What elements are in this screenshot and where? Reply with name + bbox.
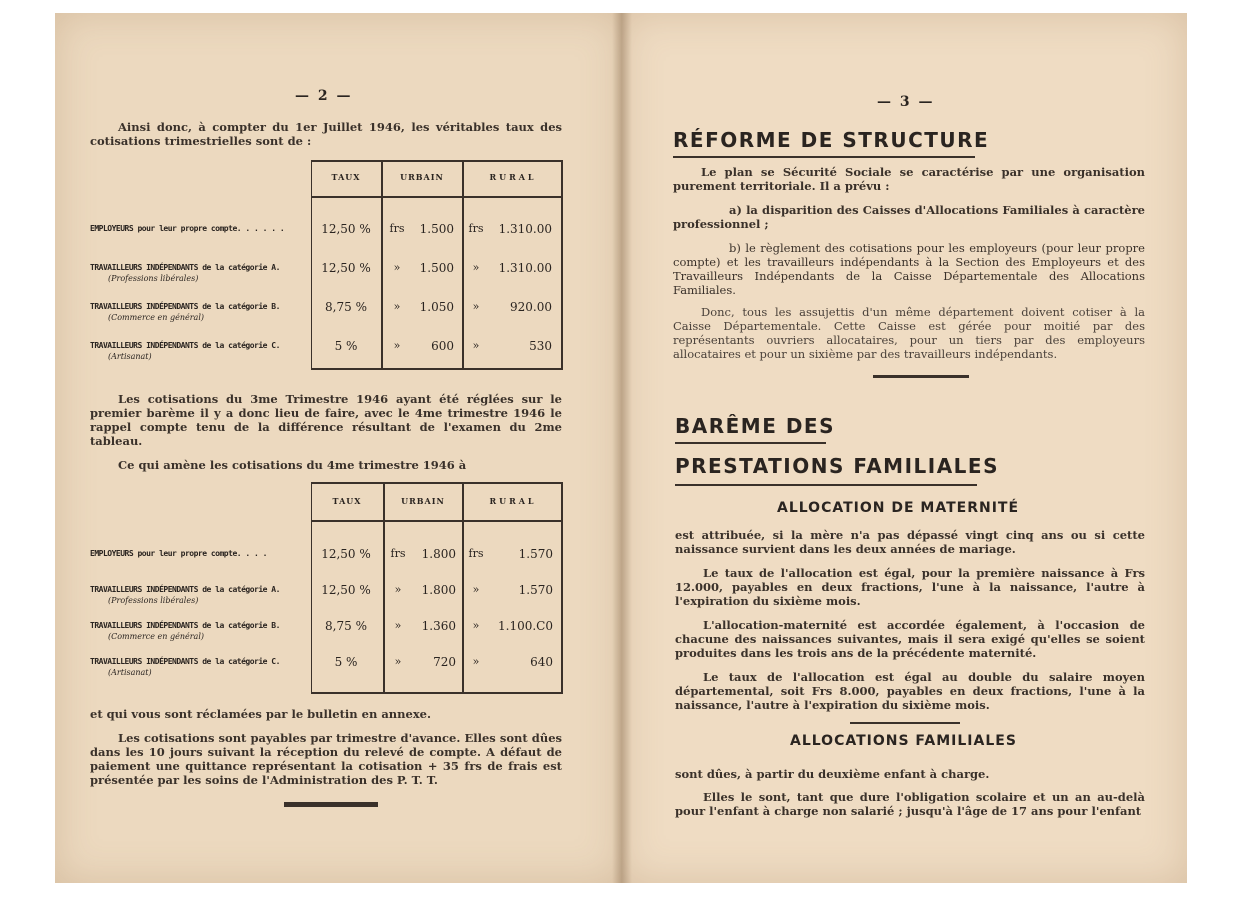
paragraph-familiales-dues: sont dûes, à partir du deuxième enfant à charge.	[675, 767, 990, 781]
table-row-sublabel: (Commerce en général)	[108, 313, 204, 322]
paragraph-3rd-quarter: Les cotisations du 3me Trimestre 1946 ayant été réglées sur le premier barème il y a donc lieu de faire, avec le 4me trimestre 1946 le rappel compte tenu de la différence résultant de l'examen du 2me tableau.	[90, 392, 562, 448]
table-cell-urbain-prefix: »	[394, 619, 402, 632]
table-row-sublabel: (Artisanat)	[108, 668, 152, 677]
paragraph-maternite-double: Le taux de l'allocation est égal au double du salaire moyen départemental, soit Frs 8.000, payables en deux fractions, l'une à la naissance, l'autre à l'expiration du sixième mois.	[675, 670, 1145, 712]
table-cell-urbain: 1.500	[419, 222, 454, 236]
heading-bareme-line1: BARÊME DES	[675, 414, 835, 438]
table-1-header-rural: RURAL	[489, 172, 537, 182]
page-number-left: — 2 —	[295, 88, 353, 104]
table-cell-rural: 1.570	[518, 583, 553, 597]
table-row-sublabel: (Commerce en général)	[108, 632, 204, 641]
paragraph-bulletin: et qui vous sont réclamées par le bulletin en annexe.	[90, 707, 431, 721]
table-2-divider	[462, 482, 464, 694]
heading-bareme-underline-2	[675, 484, 977, 486]
paragraph-point-b: b) le règlement des cotisations pour les employeurs (pour leur propre compte) et les travailleurs indépendants à la Section des Employeurs et des Travailleurs Indépendants de la Caisse Départementale des Allocations Familiales.	[673, 241, 1145, 297]
table-cell-urbain: 1.800	[421, 583, 456, 597]
table-row-sublabel: (Professions libérales)	[108, 274, 199, 283]
table-cell-rural: 640	[530, 655, 553, 669]
table-1-header-rule	[311, 196, 563, 198]
heading-bareme-underline-1	[675, 442, 826, 444]
table-2-header-rural: RURAL	[489, 496, 537, 506]
table-cell-rural: 1.100.C0	[498, 619, 553, 633]
table-cell-urbain: 600	[431, 339, 454, 353]
book-gutter	[612, 13, 632, 883]
table-row-label: TRAVAILLEURS INDÉPENDANTS de la catégorie C.	[90, 657, 280, 666]
table-cell-urbain-prefix: »	[394, 655, 402, 668]
table-2-header-urbain: URBAIN	[401, 496, 445, 506]
paragraph-maternite-suivantes: L'allocation-maternité est accordée également, à l'occasion de chacune des naissances suivantes, mais il sera exigé qu'elles se soient produites dans les trois ans de la précédente maternité.	[675, 618, 1145, 660]
table-row-label: TRAVAILLEURS INDÉPENDANTS de la catégorie C.	[90, 341, 280, 350]
table-cell-taux: 8,75 %	[325, 300, 367, 314]
table-cell-taux: 12,50 %	[321, 261, 371, 275]
table-2-header-taux: TAUX	[332, 496, 362, 506]
paragraph-maternite-taux: Le taux de l'allocation est égal, pour la première naissance à Frs 12.000, payables en deux fractions, l'une à la naissance, l'autre à l'expiration du sixième mois.	[675, 566, 1145, 608]
table-cell-taux: 12,50 %	[321, 583, 371, 597]
table-cell-rural-prefix: »	[472, 261, 480, 274]
table-cell-urbain-prefix: »	[393, 339, 401, 352]
table-row-label: TRAVAILLEURS INDÉPENDANTS de la catégorie B.	[90, 302, 280, 311]
paragraph-maternite-attribution: est attribuée, si la mère n'a pas dépassé vingt cinq ans ou si cette naissance survient dans les deux années de mariage.	[675, 528, 1145, 556]
table-cell-taux: 5 %	[334, 339, 358, 353]
table-row-label: TRAVAILLEURS INDÉPENDANTS de la catégorie A.	[90, 585, 280, 594]
paragraph-payment: Les cotisations sont payables par trimestre d'avance. Elles sont dûes dans les 10 jours suivant la réception du relevé de compte. A défaut de paiement une quittance représentant la cotisation + 35 frs de frais est présentée par les soins de l'Administration des P. T. T.	[90, 731, 562, 787]
intro-paragraph: Ainsi donc, à compter du 1er Juillet 1946, les véritables taux des cotisations trimestrielles sont de :	[90, 120, 562, 148]
ornament-rule-left	[284, 802, 378, 807]
table-row-sublabel: (Artisanat)	[108, 352, 152, 361]
table-cell-rural: 920.00	[510, 300, 552, 314]
table-cell-urbain-prefix: »	[393, 300, 401, 313]
table-cell-rural-prefix: frs	[468, 222, 484, 235]
table-cell-rural-prefix: frs	[468, 547, 484, 560]
table-cell-rural: 1.310.00	[498, 261, 552, 275]
table-cell-rural-prefix: »	[472, 583, 480, 596]
table-2-header-rule	[311, 520, 563, 522]
table-cell-urbain-prefix: frs	[389, 222, 405, 235]
table-cell-urbain-prefix: »	[393, 261, 401, 274]
table-1-divider	[462, 160, 464, 370]
table-cell-urbain-prefix: »	[394, 583, 402, 596]
table-row-sublabel: (Professions libérales)	[108, 596, 199, 605]
table-row-label: TRAVAILLEURS INDÉPENDANTS de la catégorie B.	[90, 621, 280, 630]
ornament-rule-right	[873, 375, 969, 378]
table-cell-urbain: 1.050	[419, 300, 454, 314]
table-cell-urbain-prefix: frs	[390, 547, 406, 560]
page-number-right: — 3 —	[877, 94, 935, 110]
table-row-label: EMPLOYEURS pour leur propre compte. . . . . .	[90, 224, 285, 233]
paragraph-point-a: a) la disparition des Caisses d'Allocations Familiales à caractère professionnel ;	[673, 203, 1145, 231]
heading-allocations-familiales: ALLOCATIONS FAMILIALES	[790, 733, 1017, 749]
heading-reforme-underline	[673, 156, 975, 158]
heading-allocation-maternite: ALLOCATION DE MATERNITÉ	[777, 500, 1020, 516]
paragraph-familiales-duree: Elles le sont, tant que dure l'obligation scolaire et un an au-delà pour l'enfant à charge non salarié ; jusqu'à l'âge de 17 ans pour l'enfant	[675, 790, 1145, 818]
table-2-divider	[383, 482, 385, 694]
table-cell-taux: 12,50 %	[321, 547, 371, 561]
table-1-header-taux: TAUX	[331, 172, 361, 182]
table-cell-rural-prefix: »	[472, 300, 480, 313]
table-cell-rural: 1.310.00	[498, 222, 552, 236]
table-cell-rural: 530	[529, 339, 552, 353]
table-row-label: EMPLOYEURS pour leur propre compte. . . .	[90, 549, 267, 558]
heading-reforme: RÉFORME DE STRUCTURE	[673, 128, 990, 152]
table-cell-taux: 5 %	[334, 655, 358, 669]
table-1-header-urbain: URBAIN	[400, 172, 444, 182]
table-cell-rural: 1.570	[518, 547, 553, 561]
separator-rule	[850, 722, 960, 724]
paragraph-plan: Le plan se Sécurité Sociale se caractérise par une organisation purement territoriale. Il a prévu :	[673, 165, 1145, 193]
table-cell-rural-prefix: »	[472, 655, 480, 668]
table-cell-taux: 12,50 %	[321, 222, 371, 236]
heading-bareme-line2: PRESTATIONS FAMILIALES	[675, 454, 999, 478]
table-cell-urbain: 720	[433, 655, 456, 669]
paragraph-4th-quarter: Ce qui amène les cotisations du 4me trimestre 1946 à	[118, 458, 467, 472]
table-cell-taux: 8,75 %	[325, 619, 367, 633]
paragraph-donc: Donc, tous les assujettis d'un même département doivent cotiser à la Caisse Départementale. Cette Caisse est gérée pour moitié par des représentants ouvriers allocataires, pour un tiers par des employeurs allocataires et pour un sixième par des travailleurs indépendants.	[673, 305, 1145, 361]
table-cell-urbain: 1.800	[421, 547, 456, 561]
table-cell-urbain: 1.500	[419, 261, 454, 275]
table-cell-rural-prefix: »	[472, 339, 480, 352]
table-1-divider	[381, 160, 383, 370]
table-row-label: TRAVAILLEURS INDÉPENDANTS de la catégorie A.	[90, 263, 280, 272]
table-cell-urbain: 1.360	[421, 619, 456, 633]
table-cell-rural-prefix: »	[472, 619, 480, 632]
